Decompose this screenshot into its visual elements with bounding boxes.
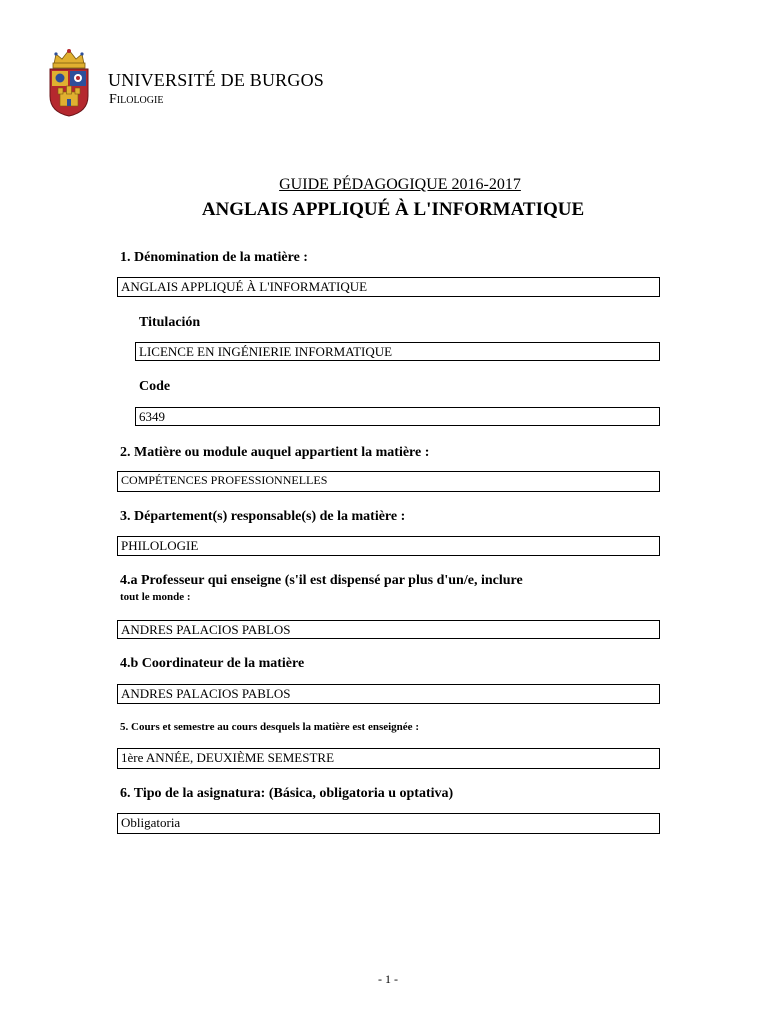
section-2-label: 2. Matière ou module auquel appartient la matière : bbox=[120, 445, 430, 460]
coordinator-field: ANDRES PALACIOS PABLOS bbox=[117, 684, 660, 704]
page-number: - 1 - bbox=[378, 972, 398, 986]
code-field: 6349 bbox=[135, 407, 660, 426]
titulacion-field: LICENCE EN INGÉNIERIE INFORMATIQUE bbox=[135, 342, 660, 361]
titulacion-label: Titulación bbox=[139, 315, 201, 330]
professor-field: ANDRES PALACIOS PABLOS bbox=[117, 620, 660, 639]
section-4a-label-cont: tout le monde : bbox=[120, 591, 191, 603]
semester-field: 1ère ANNÉE, DEUXIÈME SEMESTRE bbox=[117, 748, 660, 769]
university-crest-icon bbox=[44, 46, 94, 118]
section-4a-label: 4.a Professeur qui enseigne (s'il est dispensé par plus d'un/e, inclure bbox=[120, 573, 523, 588]
university-name: UNIVERSITÉ DE BURGOS bbox=[108, 70, 325, 90]
section-4b-label: 4.b Coordinateur de la matière bbox=[120, 656, 305, 671]
section-1-label: 1. Dénomination de la matière : bbox=[120, 250, 308, 265]
section-5-label: 5. Cours et semestre au cours desquels la matière est enseignée : bbox=[120, 721, 419, 733]
code-label: Code bbox=[139, 379, 171, 394]
department-field: PHILOLOGIE bbox=[117, 536, 660, 556]
subject-name-field: ANGLAIS APPLIQUÉ À L'INFORMATIQUE bbox=[117, 277, 660, 297]
module-field: COMPÉTENCES PROFESSIONNELLES bbox=[117, 471, 660, 492]
subject-title: ANGLAIS APPLIQUÉ À L'INFORMATIQUE bbox=[201, 199, 585, 220]
section-6-label: 6. Tipo de la asignatura: (Básica, obligatoria u optativa) bbox=[120, 786, 454, 801]
faculty-name: Filologie bbox=[109, 92, 164, 107]
guide-title: GUIDE PÉDAGOGIQUE 2016-2017 bbox=[279, 176, 521, 193]
subject-type-field: Obligatoria bbox=[117, 813, 660, 834]
section-3-label: 3. Département(s) responsable(s) de la matière : bbox=[120, 509, 406, 524]
